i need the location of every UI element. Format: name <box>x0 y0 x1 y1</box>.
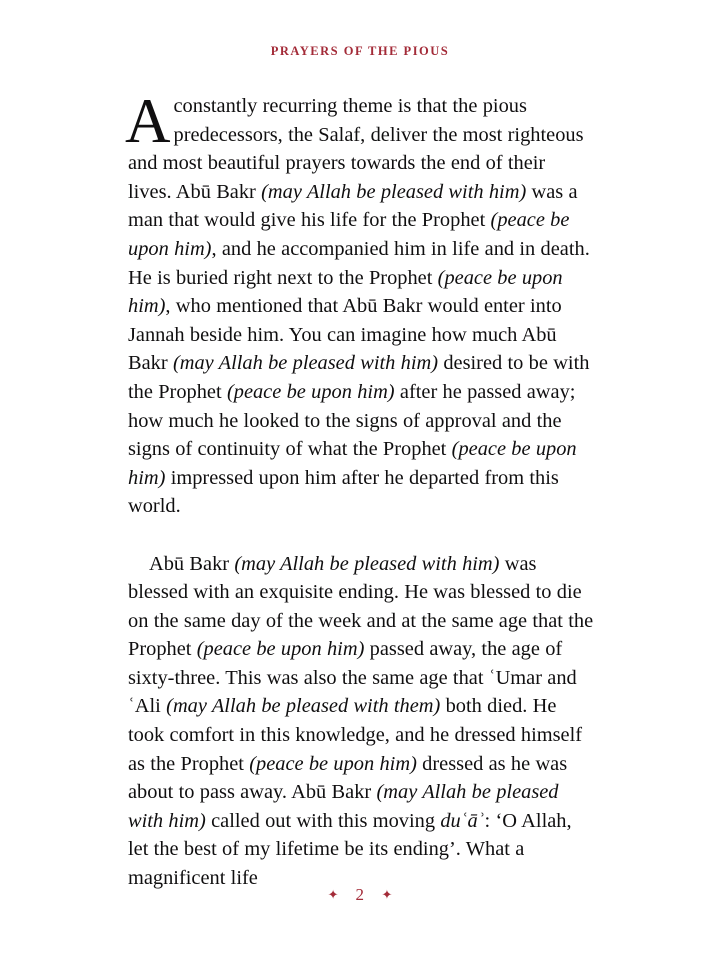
italic-run: (peace be upon him) <box>128 438 577 489</box>
text-run: called out with this moving <box>205 809 441 832</box>
text-run: dressed as he was about to pass away. Abū Bakr <box>128 752 568 804</box>
text-run: Abū Bakr <box>149 552 235 575</box>
italic-run: (may Allah be pleased with him) <box>128 781 559 832</box>
text-run: both died. He took comfort in this knowledge, and he dressed himself as the Prophet <box>128 695 583 775</box>
italic-run: (peace be upon him) <box>226 380 395 403</box>
text-run: after he passed away; how much he looked to the signs of approval and the signs of continuity of what the Prophet <box>128 380 576 461</box>
body-text-block <box>125 86 594 893</box>
italic-run: (may Allah be pleased with him) <box>234 552 500 575</box>
text-run: , who mentioned that Abū Bakr would enter into Jannah beside him. You can imagine how much Abū Bakr <box>128 295 562 375</box>
page-number: 2 <box>355 885 365 904</box>
running-head-title: PRAYERS OF THE PIOUS <box>270 44 450 58</box>
text-run: impressed upon him after he departed from this world. <box>128 466 559 518</box>
text-run: desired to be with the Prophet <box>128 352 590 403</box>
text-run: passed away, the age of sixty-three. This was also the same age that ʿUmar and ʿAli <box>128 638 577 718</box>
drop-cap: A <box>125 86 171 156</box>
paragraph <box>128 550 594 893</box>
text-run: constantly recurring theme is that the pious predecessors, the Salaf, deliver the most righteous and most beautiful prayers towards the end of their lives. Abū Bakr <box>128 95 584 203</box>
italic-run: (may Allah be pleased with them) <box>166 695 441 718</box>
paragraph <box>125 86 594 521</box>
italic-run: (peace be upon him) <box>128 266 563 318</box>
italic-run: (may Allah be pleased with him) <box>172 352 439 375</box>
text-run: : ‘O Allah, let the best of my lifetime be its ending’. What a magnificent life <box>128 809 572 890</box>
text-run: , and he accompanied him in life and in death. He is buried right next to the Prophet <box>128 237 590 289</box>
page-footer <box>0 886 720 903</box>
ornament-left-icon: ✦ <box>327 887 339 902</box>
italic-run: (may Allah be pleased with him) <box>261 180 527 203</box>
italic-run: (peace be upon him) <box>128 209 570 260</box>
italic-run: duʿāʾ <box>440 809 485 832</box>
italic-run: (peace be upon him) <box>196 638 365 661</box>
ornament-right-icon: ✦ <box>381 887 393 902</box>
text-run: was a man that would give his life for the Prophet <box>128 180 578 232</box>
text-run: was blessed with an exquisite ending. He was blessed to die on the same day of the week and at the same age that the Prophet <box>128 552 594 661</box>
italic-run: (peace be upon him) <box>249 752 417 775</box>
